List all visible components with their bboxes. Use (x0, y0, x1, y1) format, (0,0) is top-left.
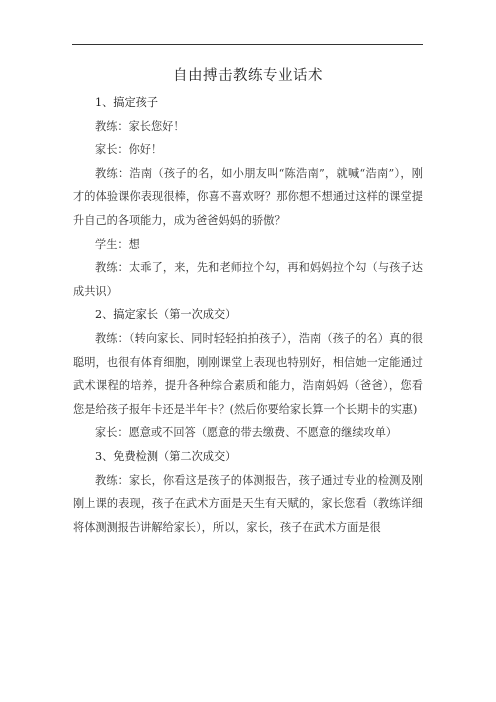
dialogue-line: 教练：浩南（孩子的名，如小朋友叫“陈浩南”，就喊“浩南”），刚才的体验课你表现很棒，你喜不喜欢呀？那你想不想通过这样的课堂提升自己的各项能力，成为爸爸妈妈的骄傲？ (73, 166, 423, 227)
dialogue-line: 教练：（转向家长、同时轻轻拍拍孩子），浩南（孩子的名）真的很聪明，也很有体育细胞，刚刚课堂上表现也特别好，相信她一定能通过武术课程的培养，提升各种综合素质和能力，浩南妈妈（爸爸），您看您是给孩子报年卡还是半年卡？(然后你要给家长算一个长期卡的实惠) (73, 331, 423, 416)
section-heading-2: 2、搞定家长（第一次成交） (95, 308, 237, 322)
dialogue-line: 教练：家长，你看这是孩子的体测报告，孩子通过专业的检测及刚刚上课的表现，孩子在武术方面是天生有天赋的，家长您看（教练详细将体测测报告讲解给家长），所以，家长，孩子在武术方面是很 (73, 473, 423, 534)
header-rule (72, 44, 423, 45)
dialogue-line: 学生：想 (95, 237, 140, 251)
dialogue-line: 教练：太乖了，来，先和老师拉个勾，再和妈妈拉个勾（与孩子达成共识） (73, 261, 423, 298)
section-heading-1: 1、搞定孩子 (95, 96, 159, 109)
document-body (73, 91, 423, 539)
document-title: 自由搏击教练专业话术 (173, 68, 323, 84)
dialogue-line: 教练：家长您好！ (95, 119, 185, 133)
dialogue-line: 家长：你好！ (95, 143, 163, 157)
section-heading-3: 3、免费检测（第二次成交） (95, 449, 237, 463)
dialogue-line: 家长：愿意或不回答（愿意的带去缴费、不愿意的继续攻单） (95, 426, 398, 440)
